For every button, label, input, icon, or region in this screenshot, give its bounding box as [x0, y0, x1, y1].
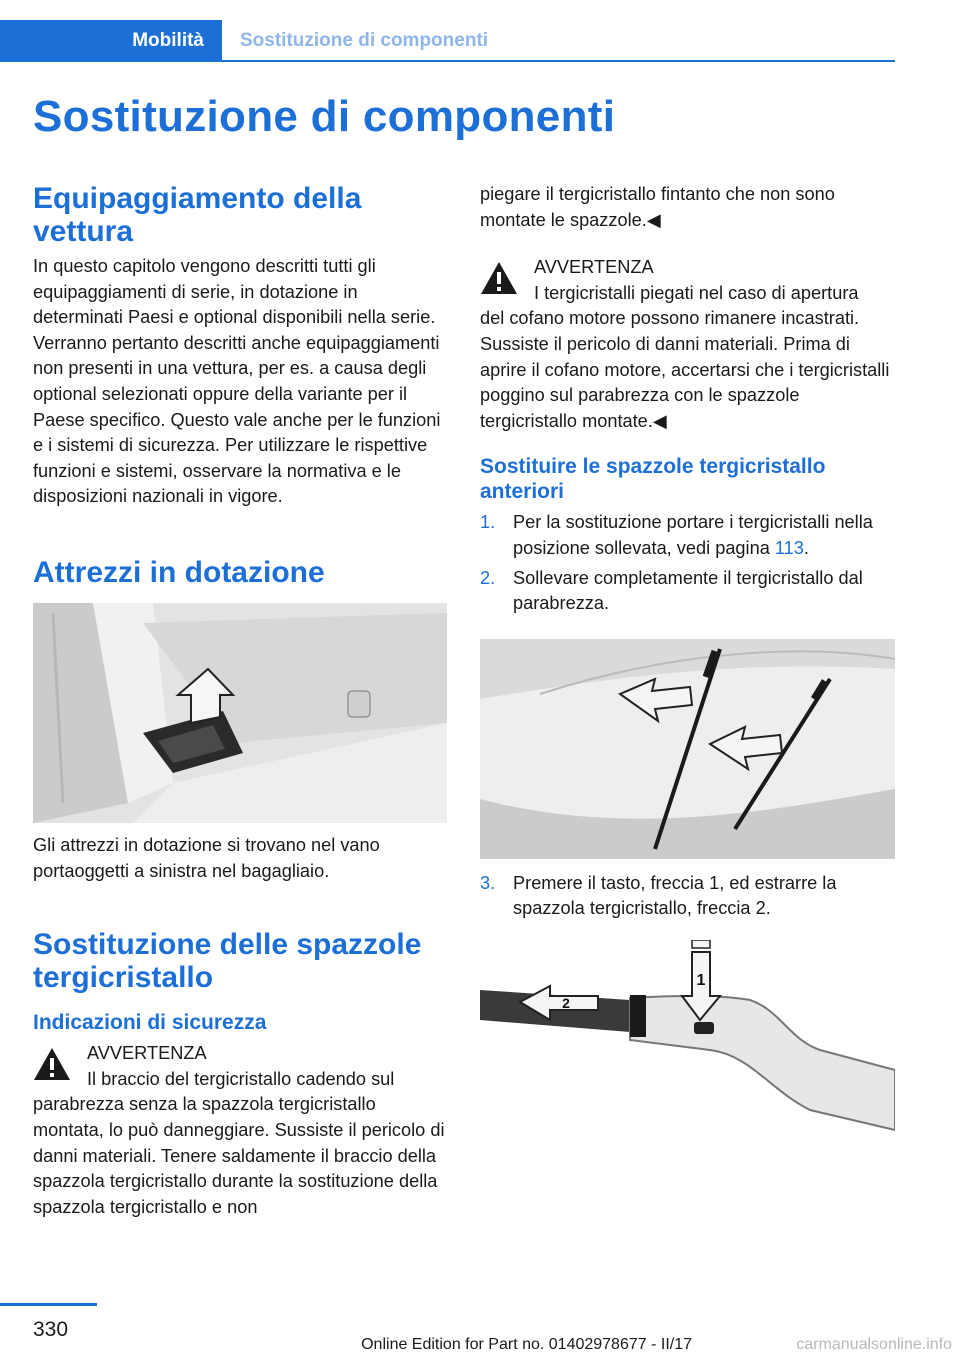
- list-item: [480, 566, 895, 617]
- watermark-text: carmanualsonline.info: [796, 1336, 952, 1353]
- wiper-blade-release-figure: [480, 940, 895, 1140]
- right-column: [480, 182, 895, 1140]
- page-title: Sostituzione di componenti: [33, 92, 616, 141]
- warning-box-1: [33, 1041, 451, 1220]
- section-title-attrezzi: Attrezzi in dotazione: [33, 555, 325, 589]
- list-item: [480, 871, 895, 922]
- step-text: Sollevare completamente il tergicristallo dal parabrezza.: [513, 567, 863, 614]
- tools-compartment-figure: [33, 603, 447, 823]
- section-title-equipaggiamento: Equipaggiamento della vettura: [33, 182, 362, 248]
- warning-1-heading: AVVERTENZA: [87, 1043, 207, 1064]
- list-item: [480, 510, 895, 561]
- step-text: Per la sostituzione portare i tergicristalli nella posizione sollevata, vedi pagina: [513, 512, 873, 558]
- step-text-after: .: [803, 537, 809, 558]
- header-tabbar: [0, 20, 895, 62]
- arrow-label-1: 1: [696, 971, 706, 989]
- arrow-label-2: 2: [562, 994, 570, 1011]
- footer-divider: [0, 1303, 97, 1306]
- windshield-wipers-figure: [480, 639, 895, 859]
- step-number: 1.: [480, 512, 496, 533]
- step-number: 3.: [480, 872, 496, 893]
- page-link[interactable]: 113: [774, 537, 804, 558]
- step-number: 2.: [480, 567, 496, 588]
- subtitle-indicazioni-sicurezza: Indicazioni di sicurezza: [33, 1011, 267, 1035]
- warning-triangle-icon: [33, 1047, 71, 1081]
- subtitle-sostituire-spazzole: Sostituire le spazzole tergicristallo anteriori: [480, 455, 826, 504]
- left-column: [33, 182, 451, 1220]
- tab-mobilita[interactable]: Mobilità: [0, 20, 222, 62]
- attrezzi-caption: Gli attrezzi in dotazione si trovano nel vano portaoggetti a sinistra nel bagagliaio.: [33, 834, 380, 881]
- warning-1-first-line: Il braccio del tergicristallo cadendo sul: [87, 1068, 395, 1089]
- warning-1-text: parabrezza senza la spazzola tergicristallo montata, lo può danneggiare. Sussiste il pericolo di danni materiali. Tenere saldamente il braccio della spazzola tergicristallo durante la sostituzione della spazzola tergicristallo e non: [33, 1094, 445, 1217]
- warning-2-heading: AVVERTENZA: [534, 257, 654, 278]
- page-number: 330: [33, 1318, 69, 1341]
- tab-sostituzione-componenti[interactable]: Sostituzione di componenti: [240, 30, 489, 51]
- header-divider: [222, 60, 895, 62]
- equipaggiamento-text: In questo capitolo vengono descritti tutti gli equipaggiamenti di serie, in dotazione in determinati Paesi e optional disponibili nella serie. Verranno pertanto descritti anche equipaggiamenti non presenti in una vettura, per es. a causa degli optional selezionati oppure della variante per il Paese specifico. Questo vale anche per le funzioni e i sistemi di sicurezza. Per utilizzare le rispettive funzioni e sistemi, osservare la normativa e le disposizioni nazionali in vigore.: [33, 256, 441, 507]
- continued-text: piegare il tergicristallo fintanto che non sono montate le spazzole.◀: [480, 184, 835, 230]
- warning-triangle-icon: [480, 261, 518, 295]
- steps-list-a: [480, 510, 895, 616]
- steps-list-b: [480, 871, 895, 922]
- warning-2-first-line: I tergicristalli piegati nel caso di apertura: [534, 282, 859, 303]
- edition-text: Online Edition for Part no. 01402978677 - II/17: [361, 1336, 692, 1353]
- step-text: Premere il tasto, freccia 1, ed estrarre la spazzola tergicristallo, freccia 2.: [513, 872, 837, 919]
- warning-2-text: del cofano motore possono rimanere incastrati. Sussiste il pericolo di danni materiali. Prima di aprire il cofano motore, accertarsi che i tergicristalli poggino sul parabrezza con le spazzole tergicristallo montate.◀: [480, 308, 890, 431]
- section-title-sostituzione-spazzole: Sostituzione delle spazzole tergicristallo: [33, 928, 422, 995]
- warning-box-2: [480, 255, 895, 434]
